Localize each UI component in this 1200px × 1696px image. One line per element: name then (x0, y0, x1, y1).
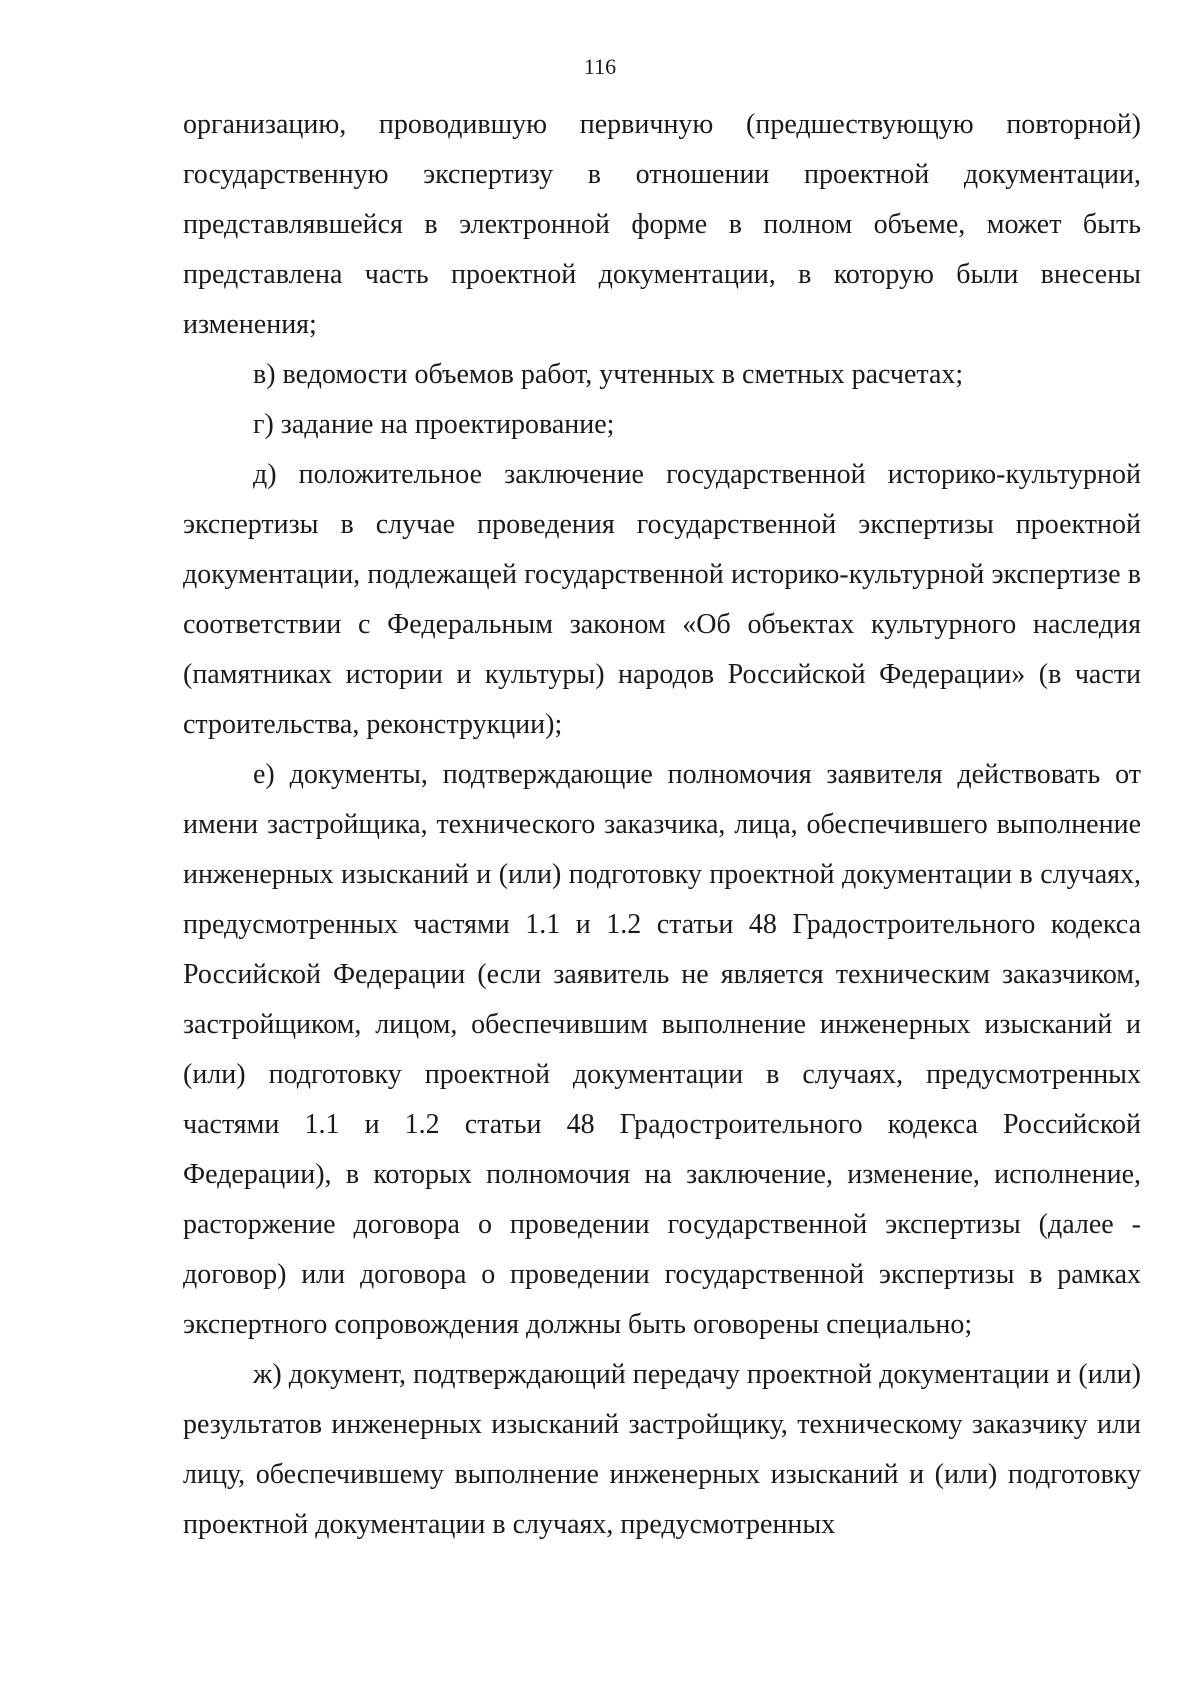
page-number: 116 (583, 54, 617, 79)
paragraph-item-v: в) ведомости объемов работ, учтенных в сметных расчетах; (253, 359, 964, 390)
paragraph-item-zh: ж) документ, подтверждающий передачу проектной документации и (или) результатов инженерных изысканий застройщику, техническому заказчику или лицу, обеспечившему выполнение инженерных изысканий и (или) подготовку проектной документации в случаях, предусмотренных (183, 1359, 1141, 1540)
paragraph-continuation: организацию, проводившую первичную (предшествующую повторной) государственную экспертизу в отношении проектной документации, представлявшейся в электронной форме в полном объеме, может быть представлена часть проектной документации, в которую были внесены изменения; (183, 109, 1141, 340)
paragraph-item-d: д) положительное заключение государственной историко-культурной экспертизы в случае проведения государственной экспертизы проектной документации, подлежащей государственной историко-культурной экспертизе в соответствии с Федеральным законом «Об объектах культурного наследия (памятниках истории и культуры) народов Российской Федерации» (в части строительства, реконструкции); (183, 459, 1141, 740)
document-body (183, 100, 1141, 1550)
paragraph-item-e: е) документы, подтверждающие полномочия заявителя действовать от имени застройщика, технического заказчика, лица, обеспечившего выполнение инженерных изысканий и (или) подготовку проектной документации в случаях, предусмотренных частями 1.1 и 1.2 статьи 48 Градостроительного кодекса Российской Федерации (если заявитель не является техническим заказчиком, застройщиком, лицом, обеспечившим выполнение инженерных изысканий и (или) подготовку проектной документации в случаях, предусмотренных частями 1.1 и 1.2 статьи 48 Градостроительного кодекса Российской Федерации), в которых полномочия на заключение, изменение, исполнение, расторжение договора о проведении государственной экспертизы (далее - договор) или договора о проведении государственной экспертизы в рамках экспертного сопровождения должны быть оговорены специально; (183, 759, 1141, 1340)
paragraph-item-g: г) задание на проектирование; (253, 409, 615, 440)
